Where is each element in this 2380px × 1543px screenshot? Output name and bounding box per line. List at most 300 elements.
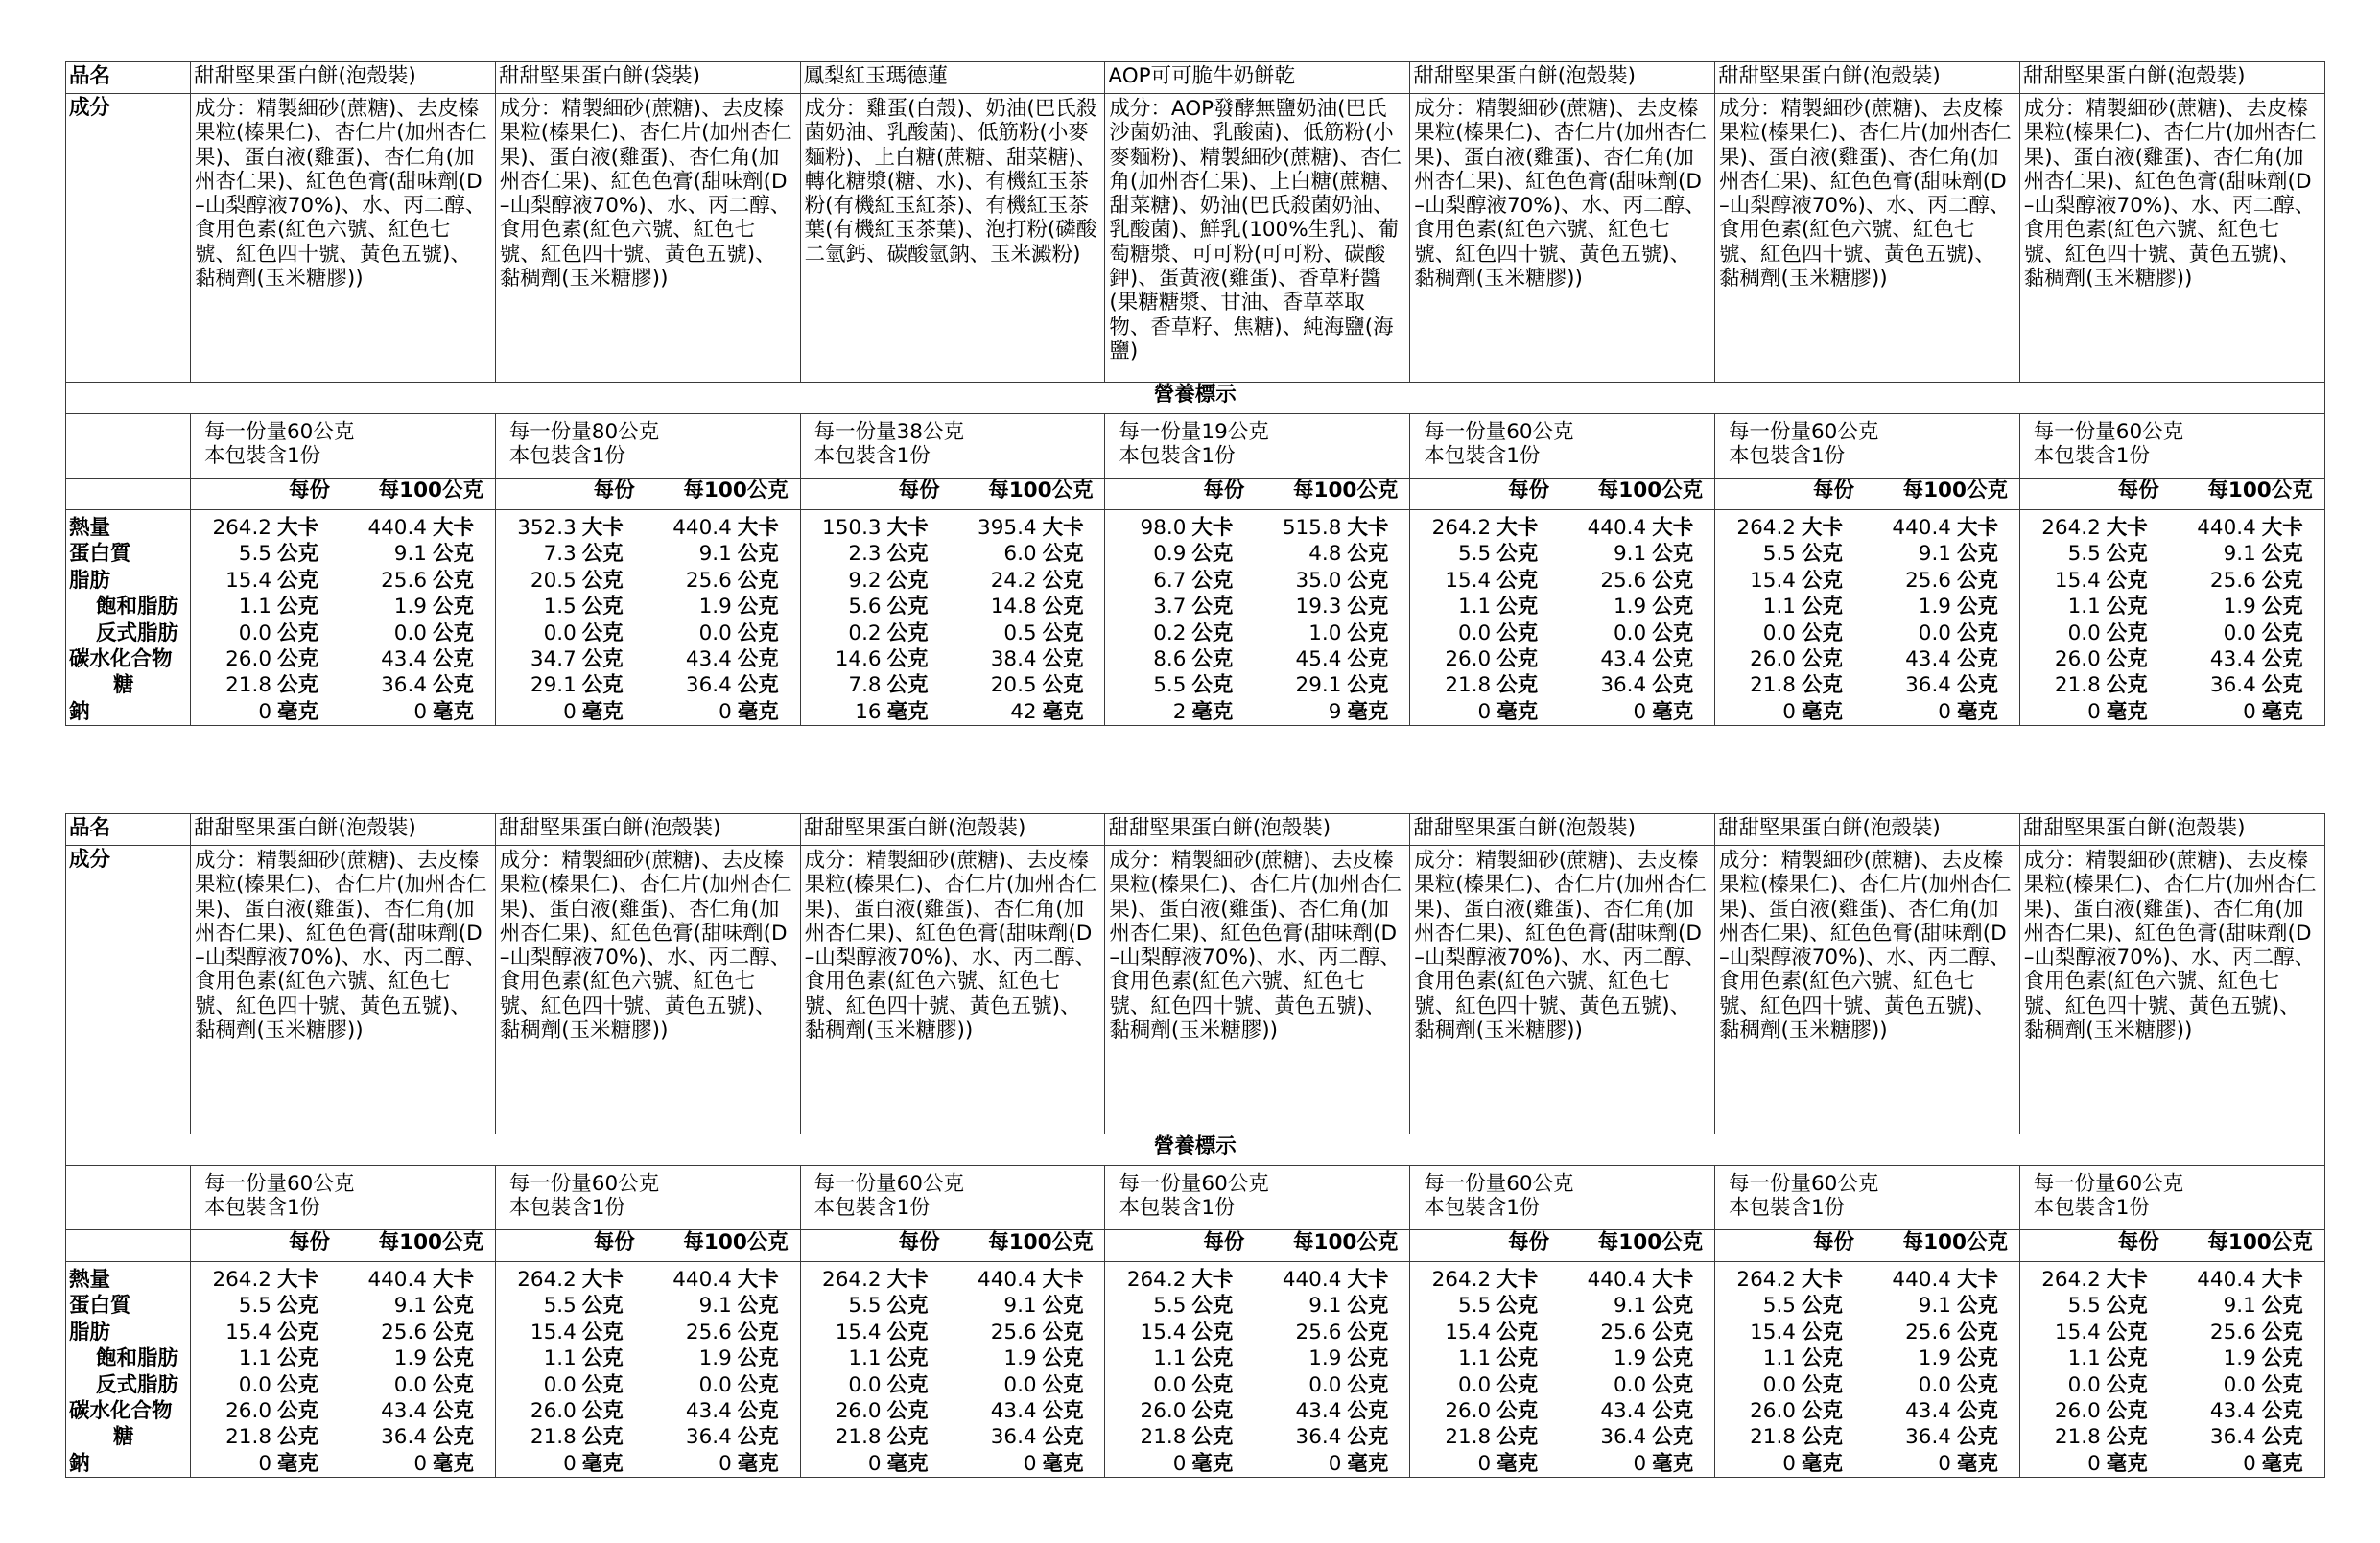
per-100g-value: 440.4 (1587, 516, 1647, 540)
per-serving-unit: 公克 (581, 646, 624, 671)
nutrient-value-row (1410, 1451, 1714, 1477)
per-serving-unit: 公克 (277, 1320, 319, 1344)
nutrient-label: 鈉 (69, 699, 90, 724)
per-serving-unit: 公克 (277, 646, 319, 671)
per-100g-unit: 公克 (737, 568, 779, 593)
per-serving-unit: 公克 (1496, 542, 1539, 567)
per-serving-unit: 公克 (2106, 1320, 2148, 1344)
per-100g-unit: 公克 (433, 620, 475, 645)
per-100g-unit: 公克 (1956, 1398, 1998, 1423)
per-100g-unit: 公克 (1956, 620, 1998, 645)
per-100g-unit: 公克 (737, 1425, 779, 1450)
nutrient-values (496, 1262, 800, 1477)
per-100g-unit: 公克 (1652, 673, 1694, 698)
per-100g-value: 35.0 (1295, 568, 1342, 593)
per-serving-unit: 公克 (2106, 1425, 2148, 1450)
per-serving-value: 21.8 (225, 1425, 271, 1450)
per-serving-value: 26.0 (835, 1398, 882, 1423)
per-100g-unit: 大卡 (1652, 516, 1694, 540)
per-100g-value: 25.6 (1600, 1320, 1647, 1344)
nutrient-value-row (801, 672, 1105, 698)
nutrient-values-row (66, 510, 2325, 726)
per-100g-value: 1.9 (2223, 1346, 2256, 1371)
per-100g-value: 9.1 (393, 542, 427, 567)
per-serving-unit: 公克 (1801, 1294, 1843, 1319)
per-100g-unit: 公克 (2261, 1320, 2303, 1344)
per-100g-heading: 每100公克 (683, 1230, 789, 1254)
per-100g-unit: 公克 (1347, 1372, 1389, 1397)
per-serving-value: 0.9 (1153, 542, 1187, 567)
per-100g-unit: 毫克 (2261, 1451, 2303, 1476)
per-serving-value: 0.2 (848, 620, 882, 645)
per-serving-value: 26.0 (225, 1398, 271, 1423)
per-100g-unit: 公克 (433, 542, 475, 567)
per-serving-value: 21.8 (835, 1425, 882, 1450)
nutrient-value-row (191, 1424, 495, 1450)
column-heading-cell (495, 479, 800, 510)
servings-per-package: 本包裝含1份 (508, 444, 625, 468)
per-serving-unit: 公克 (277, 542, 319, 567)
per-100g-heading: 每100公克 (378, 479, 483, 503)
column-headings (801, 479, 1105, 503)
per-100g-unit: 毫克 (1652, 1451, 1694, 1476)
per-100g-unit: 毫克 (433, 1451, 475, 1476)
serving-cell (2019, 1166, 2324, 1230)
per-100g-unit: 大卡 (433, 1268, 475, 1292)
per-serving-value: 14.6 (835, 646, 882, 671)
product-name-cell (1105, 62, 1410, 94)
per-serving-value: 6.7 (1153, 568, 1187, 593)
per-serving-unit: 公克 (1496, 620, 1539, 645)
per-100g-unit: 公克 (433, 673, 475, 698)
per-serving-value: 0.0 (238, 620, 271, 645)
nutrition-sheet-top (65, 61, 2324, 726)
per-100g-value: 1.9 (393, 595, 427, 620)
per-100g-unit: 公克 (737, 646, 779, 671)
per-serving-unit: 公克 (1191, 646, 1234, 671)
per-serving-value: 5.5 (1457, 542, 1492, 567)
per-serving-value: 15.4 (225, 1320, 271, 1344)
per-serving-value: 0 (1477, 1451, 1492, 1476)
nutrient-label: 飽和脂肪 (96, 595, 179, 620)
nutrient-values-cell (495, 1262, 800, 1478)
per-serving-unit: 公克 (1496, 673, 1539, 698)
per-serving-unit: 公克 (1496, 1425, 1539, 1450)
per-100g-value: 0.0 (393, 620, 427, 645)
per-serving-unit: 公克 (277, 568, 319, 593)
per-100g-value: 25.6 (1905, 1320, 1951, 1344)
nutrient-value-row (2020, 1345, 2324, 1371)
per-100g-unit: 毫克 (1042, 1451, 1084, 1476)
per-100g-unit: 公克 (433, 1425, 475, 1450)
nutrient-values (1715, 510, 2019, 725)
nutrient-value-row (1410, 620, 1714, 646)
product-name-cell (1410, 62, 1715, 94)
nutrient-value-row (2020, 646, 2324, 672)
per-serving-unit: 大卡 (1496, 516, 1539, 540)
per-100g-unit: 公克 (1042, 1346, 1084, 1371)
per-100g-value: 0.0 (1308, 1372, 1342, 1397)
nutrient-values (1410, 1262, 1714, 1477)
nutrient-value-row (1715, 1424, 2019, 1450)
per-100g-unit: 大卡 (1347, 516, 1389, 540)
nutrient-value-row (191, 1372, 495, 1398)
nutrient-value-row (1410, 699, 1714, 725)
nutrient-value-row (1105, 672, 1409, 698)
per-100g-unit: 毫克 (1347, 699, 1389, 724)
serving-cell (800, 1166, 1105, 1230)
nutrient-value-row (496, 1293, 800, 1319)
nutrient-value-row (1410, 1320, 1714, 1345)
column-headings (191, 479, 495, 503)
per-serving-value: 0 (1477, 699, 1492, 724)
serving-cell (495, 1166, 800, 1230)
nutrient-values-cell (2019, 1262, 2324, 1478)
per-100g-value: 43.4 (2209, 1398, 2256, 1423)
per-100g-value: 25.6 (1600, 568, 1647, 593)
per-100g-value: 4.8 (1308, 542, 1342, 567)
nutrient-value-row (1410, 515, 1714, 541)
per-serving-value: 264.2 (822, 1268, 882, 1292)
section-title: 營養標示 (66, 383, 2325, 414)
serving-size: 每一份量60公克 (1424, 1172, 1574, 1196)
per-100g-unit: 公克 (1347, 1398, 1389, 1423)
per-serving-unit: 公克 (1191, 1372, 1234, 1397)
per-100g-unit: 公克 (433, 1320, 475, 1344)
per-serving-value: 5.5 (1457, 1294, 1492, 1319)
servings-per-package: 本包裝含1份 (508, 1196, 625, 1220)
per-serving-unit: 公克 (886, 620, 929, 645)
nutrient-label: 脂肪 (69, 1320, 111, 1344)
per-100g-unit: 公克 (1652, 568, 1694, 593)
ingredients-cell (1714, 846, 2019, 1134)
per-100g-value: 1.9 (698, 595, 732, 620)
nutrient-value-row (496, 620, 800, 646)
nutrient-value-row (1715, 620, 2019, 646)
per-serving-unit: 公克 (1801, 542, 1843, 567)
nutrient-value-row (191, 1398, 495, 1424)
per-serving-unit: 公克 (581, 568, 624, 593)
nutrient-value-row (1715, 1320, 2019, 1345)
per-100g-unit: 公克 (2261, 646, 2303, 671)
per-serving-unit: 公克 (886, 1425, 929, 1450)
per-serving-unit: 公克 (1191, 595, 1234, 620)
per-serving-value: 264.2 (517, 1268, 577, 1292)
per-100g-value: 0.0 (1003, 1372, 1037, 1397)
per-serving-unit: 毫克 (886, 1451, 929, 1476)
nutrient-values-row (66, 1262, 2325, 1478)
per-serving-unit: 公克 (1496, 1294, 1539, 1319)
nutrient-value-row (1105, 699, 1409, 725)
per-100g-unit: 公克 (1042, 1294, 1084, 1319)
per-100g-value: 29.1 (1295, 673, 1342, 698)
per-100g-value: 0.0 (1613, 620, 1647, 645)
ingredients-text: 成分：精製細砂(蔗糖)、去皮榛果粒(榛果仁)、杏仁片(加州杏仁果)、蛋白液(雞蛋)、杏仁角(加州杏仁果)、紅色色膏(甜味劑(D–山梨醇液70%)、水、丙二醇、食用色素(紅色六號、紅色七號、紅色四十號、黃色五號)、黏稠劑(玉米糖膠)) (2023, 97, 2317, 292)
serving-size: 每一份量60公克 (1728, 1172, 1879, 1196)
nutrient-value-row (496, 594, 800, 620)
per-100g-unit: 大卡 (1042, 516, 1084, 540)
per-serving-value: 5.5 (848, 1294, 882, 1319)
per-100g-value: 1.9 (1613, 1346, 1647, 1371)
nutrient-values (191, 510, 495, 725)
per-100g-value: 440.4 (1282, 1268, 1342, 1292)
nutrient-value-row (1105, 620, 1409, 646)
per-100g-value: 25.6 (2209, 1320, 2256, 1344)
per-serving-value: 150.3 (822, 516, 882, 540)
nutrient-values (191, 1262, 495, 1477)
nutrient-value-row (1105, 515, 1409, 541)
nutrient-value-row (1410, 1398, 1714, 1424)
column-headings (496, 1230, 800, 1254)
ingredients-cell (2019, 846, 2324, 1134)
serving-cell (1105, 1166, 1410, 1230)
per-100g-value: 25.6 (685, 568, 732, 593)
ingredients-cell (1410, 94, 1715, 383)
per-100g-value: 440.4 (367, 1268, 427, 1292)
per-100g-value: 0.0 (393, 1372, 427, 1397)
per-serving-value: 5.5 (1762, 542, 1796, 567)
per-100g-heading: 每100公克 (2207, 1230, 2313, 1254)
per-serving-unit: 公克 (1496, 1320, 1539, 1344)
per-100g-unit: 公克 (2261, 568, 2303, 593)
ingredients-text: 成分：雞蛋(白殼)、奶油(巴氏殺菌奶油、乳酸菌)、低筋粉(小麥麵粉)、上白糖(蔗糖、甜菜糖)、轉化糖漿(糖、水)、有機紅玉茶粉(有機紅玉紅茶)、有機紅玉茶葉(有機紅玉茶葉)、泡打粉(磷酸二氫鈣、碳酸氫鈉、玉米澱粉) (804, 97, 1097, 267)
per-100g-value: 43.4 (685, 646, 732, 671)
per-100g-value: 24.2 (990, 568, 1037, 593)
serving-row (66, 1166, 2325, 1230)
per-serving-value: 15.4 (1750, 568, 1796, 593)
nutrient-label: 碳水化合物 (69, 1398, 173, 1423)
serving-cell (1105, 414, 1410, 479)
per-100g-unit: 公克 (433, 595, 475, 620)
nutrient-value-row (801, 699, 1105, 725)
per-100g-value: 19.3 (1295, 595, 1342, 620)
per-100g-value: 25.6 (381, 1320, 427, 1344)
per-100g-value: 25.6 (1295, 1320, 1342, 1344)
per-serving-value: 21.8 (2054, 1425, 2101, 1450)
per-100g-value: 36.4 (1600, 1425, 1647, 1450)
per-100g-unit: 公克 (1042, 1425, 1084, 1450)
per-100g-unit: 公克 (1347, 568, 1389, 593)
per-serving-value: 264.2 (1736, 516, 1796, 540)
per-100g-value: 36.4 (2209, 673, 2256, 698)
per-serving-value: 264.2 (212, 516, 271, 540)
per-100g-unit: 大卡 (1956, 1268, 1998, 1292)
per-100g-value: 43.4 (1905, 646, 1951, 671)
nutrient-value-row (1715, 568, 2019, 594)
ingredients-cell (191, 94, 496, 383)
per-100g-value: 43.4 (1905, 1398, 1951, 1423)
product-name-cell (1714, 814, 2019, 846)
per-100g-value: 43.4 (381, 646, 427, 671)
per-serving-heading: 每份 (1812, 479, 1854, 503)
per-100g-unit: 公克 (1652, 1320, 1694, 1344)
serving-size: 每一份量80公克 (508, 420, 660, 444)
nutrient-values (801, 510, 1105, 725)
nutrient-values (2020, 1262, 2324, 1477)
per-serving-unit: 公克 (1801, 646, 1843, 671)
nutrient-value-row (1715, 672, 2019, 698)
per-100g-value: 9.1 (393, 1294, 427, 1319)
per-serving-value: 34.7 (530, 646, 577, 671)
column-headings (1105, 479, 1409, 503)
per-100g-unit: 公克 (1347, 1346, 1389, 1371)
per-100g-unit: 公克 (1347, 1425, 1389, 1450)
column-headings (496, 479, 800, 503)
per-serving-value: 16 (855, 699, 882, 724)
nutrient-value-row (496, 541, 800, 567)
per-serving-value: 5.5 (1153, 673, 1187, 698)
ingredients-text: 成分：精製細砂(蔗糖)、去皮榛果粒(榛果仁)、杏仁片(加州杏仁果)、蛋白液(雞蛋)、杏仁角(加州杏仁果)、紅色色膏(甜味劑(D–山梨醇液70%)、水、丙二醇、食用色素(紅色六號、紅色七號、紅色四十號、黃色五號)、黏稠劑(玉米糖膠)) (195, 97, 487, 292)
nutrient-value-row (1715, 1451, 2019, 1477)
nutrient-value-row (496, 1424, 800, 1450)
per-serving-value: 1.1 (1457, 1346, 1492, 1371)
per-100g-value: 36.4 (1295, 1425, 1342, 1450)
column-heading-cell (495, 1230, 800, 1262)
nutrient-value-row (2020, 1451, 2324, 1477)
per-serving-unit: 公克 (886, 673, 929, 698)
per-100g-unit: 公克 (1956, 1320, 1998, 1344)
per-serving-value: 264.2 (1126, 1268, 1187, 1292)
per-serving-value: 264.2 (212, 1268, 271, 1292)
per-serving-heading: 每份 (1203, 1230, 1245, 1254)
serving-size: 每一份量60公克 (204, 420, 355, 444)
nutrient-value-row (2020, 1372, 2324, 1398)
nutrient-values (496, 510, 800, 725)
per-100g-value: 1.9 (1308, 1346, 1342, 1371)
per-serving-unit: 公克 (1801, 1425, 1843, 1450)
column-heading-blank (66, 479, 191, 510)
per-serving-unit: 公克 (581, 673, 624, 698)
ingredients-cell (495, 846, 800, 1134)
per-serving-unit: 公克 (2106, 1398, 2148, 1423)
serving-info (2020, 1166, 2324, 1220)
per-100g-unit: 毫克 (433, 699, 475, 724)
per-100g-unit: 公克 (1042, 595, 1084, 620)
per-serving-unit: 公克 (1801, 620, 1843, 645)
per-100g-value: 36.4 (685, 673, 732, 698)
per-serving-heading: 每份 (2117, 1230, 2159, 1254)
ingredients-header-cell (66, 94, 191, 383)
serving-info (801, 1166, 1105, 1220)
per-serving-value: 0 (563, 699, 577, 724)
per-serving-unit: 公克 (581, 542, 624, 567)
per-serving-value: 264.2 (1431, 1268, 1492, 1292)
nutrient-value-row (496, 646, 800, 672)
per-100g-unit: 公克 (2261, 1346, 2303, 1371)
ingredients-cell (2019, 94, 2324, 383)
per-100g-unit: 公克 (737, 542, 779, 567)
per-serving-unit: 公克 (1496, 1372, 1539, 1397)
per-serving-unit: 大卡 (1801, 1268, 1843, 1292)
per-serving-value: 21.8 (1750, 673, 1796, 698)
per-100g-value: 395.4 (978, 516, 1037, 540)
per-serving-unit: 大卡 (1496, 1268, 1539, 1292)
nutrient-value-row (801, 1345, 1105, 1371)
per-100g-unit: 公克 (433, 1372, 475, 1397)
column-heading-cell (1714, 1230, 2019, 1262)
nutrient-labels-cell (66, 510, 191, 726)
product-name-cell (191, 62, 496, 94)
per-serving-value: 0.0 (543, 1372, 577, 1397)
per-serving-unit: 毫克 (1801, 1451, 1843, 1476)
per-100g-unit: 公克 (1956, 1294, 1998, 1319)
per-100g-unit: 公克 (1042, 542, 1084, 567)
per-100g-value: 0 (719, 1451, 732, 1476)
per-serving-heading: 每份 (898, 479, 940, 503)
per-100g-value: 0 (1633, 1451, 1647, 1476)
per-100g-unit: 公克 (1652, 1425, 1694, 1450)
per-100g-value: 36.4 (1905, 673, 1951, 698)
column-headings (801, 1230, 1105, 1254)
nutrient-value-row (191, 672, 495, 698)
per-serving-unit: 公克 (1191, 1398, 1234, 1423)
nutrient-value-row (191, 646, 495, 672)
nutrient-label: 糖 (113, 673, 134, 698)
nutrient-value-row (1715, 594, 2019, 620)
per-serving-unit: 公克 (2106, 1346, 2148, 1371)
per-100g-unit: 大卡 (433, 516, 475, 540)
per-serving-value: 5.5 (238, 542, 271, 567)
per-serving-value: 1.1 (2067, 595, 2101, 620)
servings-per-package: 本包裝含1份 (2033, 1196, 2150, 1220)
product-name: 甜甜堅果蛋白餅(泡殼裝) (1413, 64, 1636, 88)
per-100g-value: 0.5 (1003, 620, 1037, 645)
per-100g-value: 36.4 (381, 1425, 427, 1450)
per-serving-unit: 大卡 (277, 516, 319, 540)
nutrient-values (2020, 510, 2324, 725)
nutrient-label: 熱量 (69, 1268, 111, 1292)
per-100g-value: 42 (1010, 699, 1037, 724)
per-100g-unit: 公克 (1347, 595, 1389, 620)
per-100g-value: 38.4 (990, 646, 1037, 671)
nutrient-value-row (496, 1451, 800, 1477)
nutrient-value-row (496, 1345, 800, 1371)
serving-size: 每一份量60公克 (1424, 420, 1574, 444)
per-100g-unit: 公克 (737, 620, 779, 645)
per-serving-value: 0.0 (848, 1372, 882, 1397)
servings-per-package: 本包裝含1份 (204, 444, 321, 468)
per-serving-unit: 公克 (1801, 595, 1843, 620)
ingredients-cell (495, 94, 800, 383)
per-serving-unit: 大卡 (2106, 516, 2148, 540)
per-serving-unit: 公克 (1801, 673, 1843, 698)
per-serving-unit: 毫克 (2106, 1451, 2148, 1476)
nutrient-value-row (1105, 1320, 1409, 1345)
per-100g-value: 0.0 (2223, 620, 2256, 645)
per-100g-unit: 大卡 (1042, 1268, 1084, 1292)
per-100g-value: 515.8 (1282, 516, 1342, 540)
nutrient-value-row (191, 1320, 495, 1345)
per-serving-value: 1.1 (238, 595, 271, 620)
product-name-cell (1410, 814, 1715, 846)
per-serving-value: 26.0 (530, 1398, 577, 1423)
ingredients-text: 成分：精製細砂(蔗糖)、去皮榛果粒(榛果仁)、杏仁片(加州杏仁果)、蛋白液(雞蛋)、杏仁角(加州杏仁果)、紅色色膏(甜味劑(D–山梨醇液70%)、水、丙二醇、食用色素(紅色六號、紅色七號、紅色四十號、黃色五號)、黏稠劑(玉米糖膠)) (499, 849, 792, 1043)
per-serving-value: 0.0 (2067, 1372, 2101, 1397)
serving-info (1715, 1166, 2019, 1220)
nutrient-value-row (1715, 1345, 2019, 1371)
product-name: 鳳梨紅玉瑪德蓮 (803, 64, 949, 88)
ingredients-cell (800, 846, 1105, 1134)
column-heading-cell (800, 479, 1105, 510)
per-100g-value: 1.9 (1613, 595, 1647, 620)
per-100g-unit: 公克 (1042, 1320, 1084, 1344)
per-serving-unit: 公克 (1496, 568, 1539, 593)
per-serving-unit: 大卡 (886, 516, 929, 540)
product-name: 甜甜堅果蛋白餅(泡殼裝) (194, 64, 416, 88)
per-serving-unit: 公克 (886, 1320, 929, 1344)
per-serving-value: 15.4 (835, 1320, 882, 1344)
per-100g-unit: 大卡 (737, 516, 779, 540)
